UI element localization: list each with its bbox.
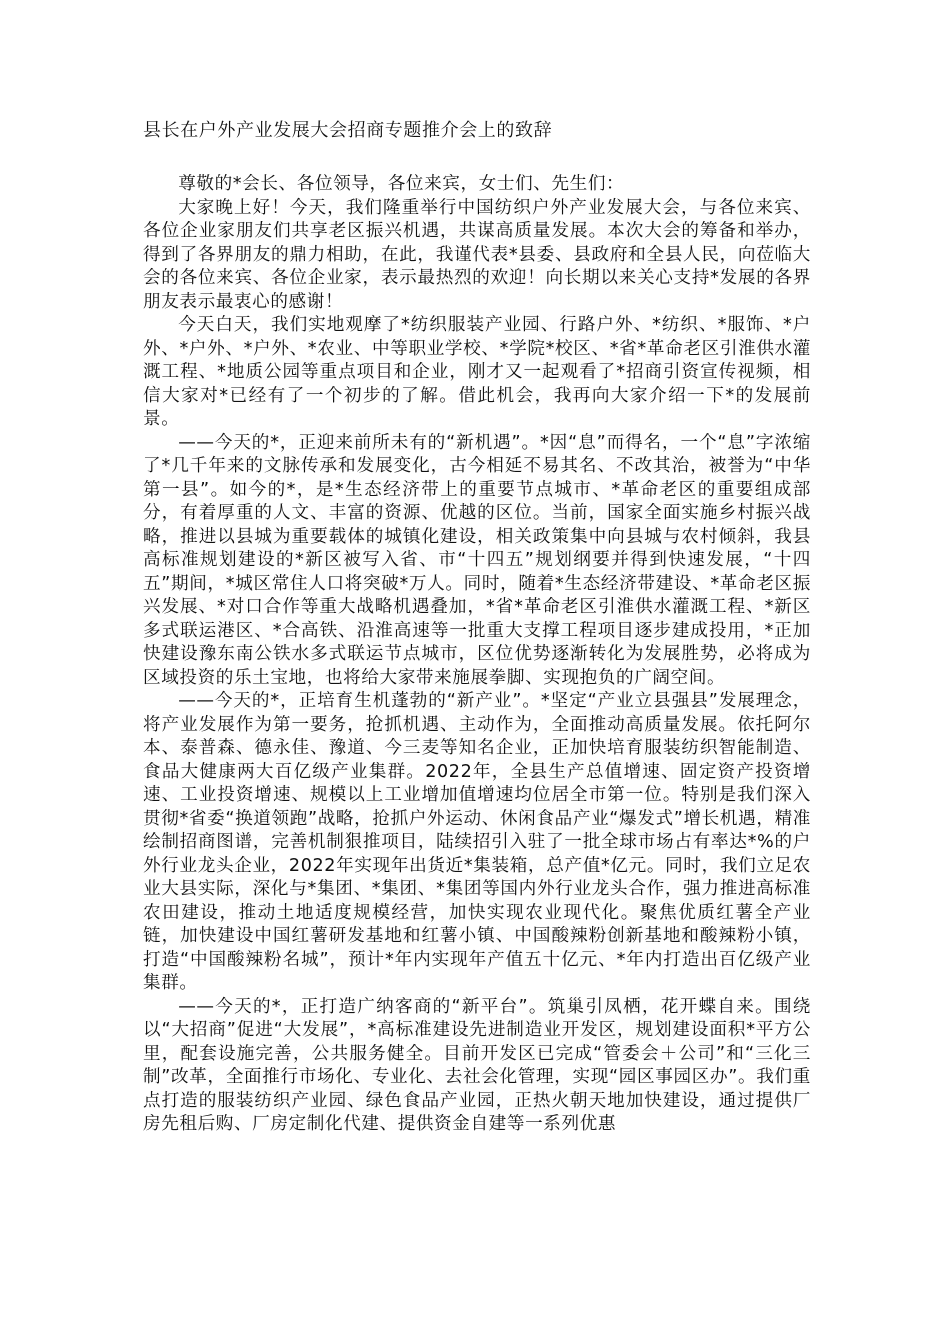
document-page	[143, 119, 811, 1137]
document-title: 县长在户外产业发展大会招商专题推介会上的致辞	[143, 120, 553, 141]
body-paragraph: 今天白天，我们实地观摩了*纺织服装产业园、行路户外、*纺织、*服饰、*户外、*户外、*户外、*农业、中等职业学校、*学院*校区、*省*革命老区引淮供水灌溉工程、*地质公园等重点项目和企业，刚才又一起观看了*招商引资宣传视频，相信大家对*已经有了一个初步的了解。借此机会，我再向大家介绍一下*的发展前景。	[143, 315, 811, 429]
body-paragraph: ——今天的*，正打造广纳客商的“新平台”。筑巢引凤栖，花开蝶自来。围绕以“大招商”促进“大发展”，*高标准建设先进制造业开发区，规划建设面积*平方公里，配套设施完善，公共服务健全。目前开发区已完成“管委会＋公司”和“三化三制”改革，全面推行市场化、专业化、去社会化管理，实现“园区事园区办”。我们重点打造的服装纺织产业园、绿色食品产业园，正热火朝天地加快建设，通过提供厂房先租后购、厂房定制化代建、提供资金自建等一系列优惠	[143, 996, 811, 1134]
body-paragraph: 大家晚上好！今天，我们隆重举行中国纺织户外产业发展大会，与各位来宾、各位企业家朋友们共享老区振兴机遇，共谋高质量发展。本次大会的筹备和举办，得到了各界朋友的鼎力相助，在此，我谨代表*县委、县政府和全县人民，向莅临大会的各位来宾、各位企业家，表示最热烈的欢迎！向长期以来关心支持*发展的各界朋友表示最衷心的感谢！	[143, 197, 811, 312]
body-paragraph: ——今天的*，正培育生机蓬勃的“新产业”。*坚定“产业立县强县”发展理念，将产业发展作为第一要务，抢抓机遇、主动作为，全面推动高质量发展。依托阿尔本、泰普森、德永佳、豫道、今三麦等知名企业，正加快培育服装纺织智能制造、食品大健康两大百亿级产业集群。2022年，全县生产总值增速、固定资产投资增速、工业投资增速、规模以上工业增加值增速均位居全市第一位。特别是我们深入贯彻*省委“换道领跑”战略，抢抓户外运动、休闲食品产业“爆发式”增长机遇，精准绘制招商图谱，完善机制狠推项目，陆续招引入驻了一批全球市场占有率达*%的户外行业龙头企业，2022年实现年出货近*集装箱，总产值*亿元。同时，我们立足农业大县实际，深化与*集团、*集团、*集团等国内外行业龙头合作，强力推进高标准农田建设，推动土地适度规模经营，加快实现农业现代化。聚焦优质红薯全产业链，加快建设中国红薯研发基地和红薯小镇、中国酸辣粉创新基地和酸辣粉小镇，打造“中国酸辣粉名城”，预计*年内实现年产值五十亿元、*年内打造出百亿级产业集群。	[143, 691, 811, 993]
salutation-paragraph: 尊敬的*会长、各位领导，各位来宾，女士们、先生们：	[178, 174, 625, 194]
body-paragraph: ——今天的*，正迎来前所未有的“新机遇”。*因“息”而得名，一个“息”字浓缩了*几千年来的文脉传承和发展变化，古今相延不易其名、不改其治，被誉为“中华第一县”。如今的*，是*生态经济带上的重要节点城市、*革命老区的重要组成部分，有着厚重的人文、丰富的资源、优越的区位。当前，国家全面实施乡村振兴战略，推进以县城为重要载体的城镇化建设，相关政策集中向县城与农村倾斜，我县高标准规划建设的*新区被写入省、市“十四五”规划纲要并得到快速发展，“十四五”期间，*城区常住人口将突破*万人。同时，随着*生态经济带建设、*革命老区振兴发展、*对口合作等重大战略机遇叠加，*省*革命老区引淮供水灌溉工程、*新区多式联运港区、*合高铁、沿淮高速等一批重大支撑工程项目逐步建成投用，*正加快建设豫东南公铁水多式联运节点城市，区位优势逐渐转化为发展胜势，必将成为区域投资的乐土宝地，也将给大家带来施展拳脚、实现抱负的广阔空间。	[143, 432, 811, 688]
